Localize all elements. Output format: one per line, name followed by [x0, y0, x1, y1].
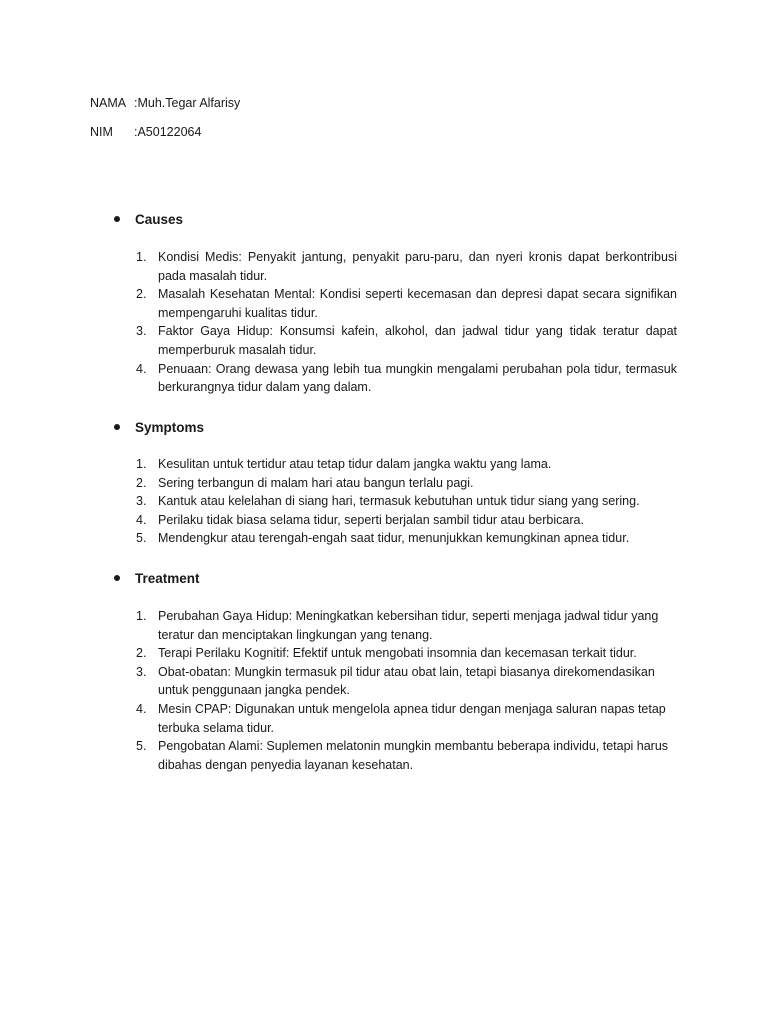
- item-text: Sering terbangun di malam hari atau bangun terlalu pagi.: [158, 475, 474, 490]
- list-item: [136, 511, 677, 530]
- symptoms-section: [90, 417, 690, 546]
- item-number: 2.: [136, 287, 147, 302]
- bullet-icon: [114, 424, 120, 430]
- symptoms-list: [136, 455, 677, 548]
- item-number: 4.: [136, 361, 147, 376]
- list-item: [136, 644, 677, 663]
- item-text: Kesulitan untuk tertidur atau tetap tidur dalam jangka waktu yang lama.: [158, 457, 552, 471]
- item-number: 4.: [136, 701, 147, 716]
- list-item: [136, 322, 677, 359]
- item-text: Kantuk atau kelelahan di siang hari, termasuk kebutuhan untuk tidur siang yang sering.: [158, 494, 640, 509]
- symptoms-heading: [90, 417, 690, 437]
- list-item: [136, 492, 677, 511]
- nim-value: :A50122064: [134, 125, 202, 139]
- item-text: Mendengkur atau terengah-engah saat tidur, menunjukkan kemungkinan apnea tidur.: [158, 531, 630, 546]
- list-item: [136, 474, 677, 493]
- list-item: [136, 455, 677, 474]
- item-text: Masalah Kesehatan Mental: Kondisi seperti kecemasan dan depresi dapat secara signifikan mempengaruhi kualitas tidur.: [158, 287, 677, 320]
- item-text: Perilaku tidak biasa selama tidur, seperti berjalan sambil tidur atau berbicara.: [158, 512, 584, 527]
- treatment-title: Treatment: [135, 570, 200, 586]
- treatment-heading: [90, 568, 690, 588]
- nama-value: :Muh.Tegar Alfarisy: [134, 96, 241, 110]
- item-number: 4.: [136, 512, 147, 527]
- item-number: 1.: [136, 250, 147, 264]
- item-number: 2.: [136, 646, 147, 661]
- causes-list: [136, 248, 677, 397]
- item-number: 1.: [136, 609, 147, 623]
- item-text: Faktor Gaya Hidup: Konsumsi kafein, alkohol, dan jadwal tidur yang tidak teratur dapat memperburuk masalah tidur.: [158, 324, 677, 357]
- item-text: Kondisi Medis: Penyakit jantung, penyakit paru-paru, dan nyeri kronis dapat berkontribusi pada masalah tidur.: [158, 250, 677, 283]
- list-item: [136, 700, 677, 737]
- item-number: 5.: [136, 531, 147, 546]
- item-text: Obat-obatan: Mungkin termasuk pil tidur atau obat lain, tetapi biasanya direkomendasikan untuk penggunaan jangka pendek.: [158, 664, 655, 698]
- nama-label: NAMA: [90, 96, 127, 110]
- item-number: 2.: [136, 475, 147, 490]
- item-number: 3.: [136, 494, 147, 509]
- item-text: Mesin CPAP: Digunakan untuk mengelola apnea tidur dengan menjaga saluran napas tetap terbuka selama tidur.: [158, 701, 666, 735]
- item-text: Perubahan Gaya Hidup: Meningkatkan kebersihan tidur, seperti menjaga jadwal tidur yang teratur dan menciptakan lingkungan yang tenang.: [158, 609, 659, 642]
- list-item: [136, 529, 677, 548]
- causes-title: Causes: [135, 211, 184, 227]
- nim-row: [90, 124, 201, 140]
- item-text: Terapi Perilaku Kognitif: Efektif untuk mengobati insomnia dan kecemasan terkait tidur.: [158, 646, 637, 661]
- list-item: [136, 607, 677, 644]
- nama-row: [90, 95, 240, 111]
- item-text: Penuaan: Orang dewasa yang lebih tua mungkin mengalami perubahan pola tidur, termasuk berkurangnya tidur dalam yang dalam.: [158, 361, 677, 395]
- item-number: 3.: [136, 324, 147, 339]
- nim-label: NIM: [90, 125, 113, 139]
- treatment-list: [136, 607, 677, 774]
- item-number: 3.: [136, 664, 147, 679]
- item-text: Pengobatan Alami: Suplemen melatonin mungkin membantu beberapa individu, tetapi harus dibahas dengan penyedia layanan kesehatan.: [158, 739, 669, 772]
- bullet-icon: [114, 575, 120, 581]
- bullet-icon: [114, 216, 120, 222]
- list-item: [136, 248, 677, 285]
- list-item: [136, 737, 677, 774]
- item-number: 1.: [136, 457, 147, 471]
- causes-section: [90, 209, 690, 395]
- symptoms-title: Symptoms: [135, 419, 205, 435]
- list-item: [136, 360, 677, 397]
- list-item: [136, 663, 677, 700]
- item-number: 5.: [136, 739, 147, 754]
- causes-heading: [90, 209, 690, 229]
- treatment-section: [90, 568, 690, 772]
- list-item: [136, 285, 677, 322]
